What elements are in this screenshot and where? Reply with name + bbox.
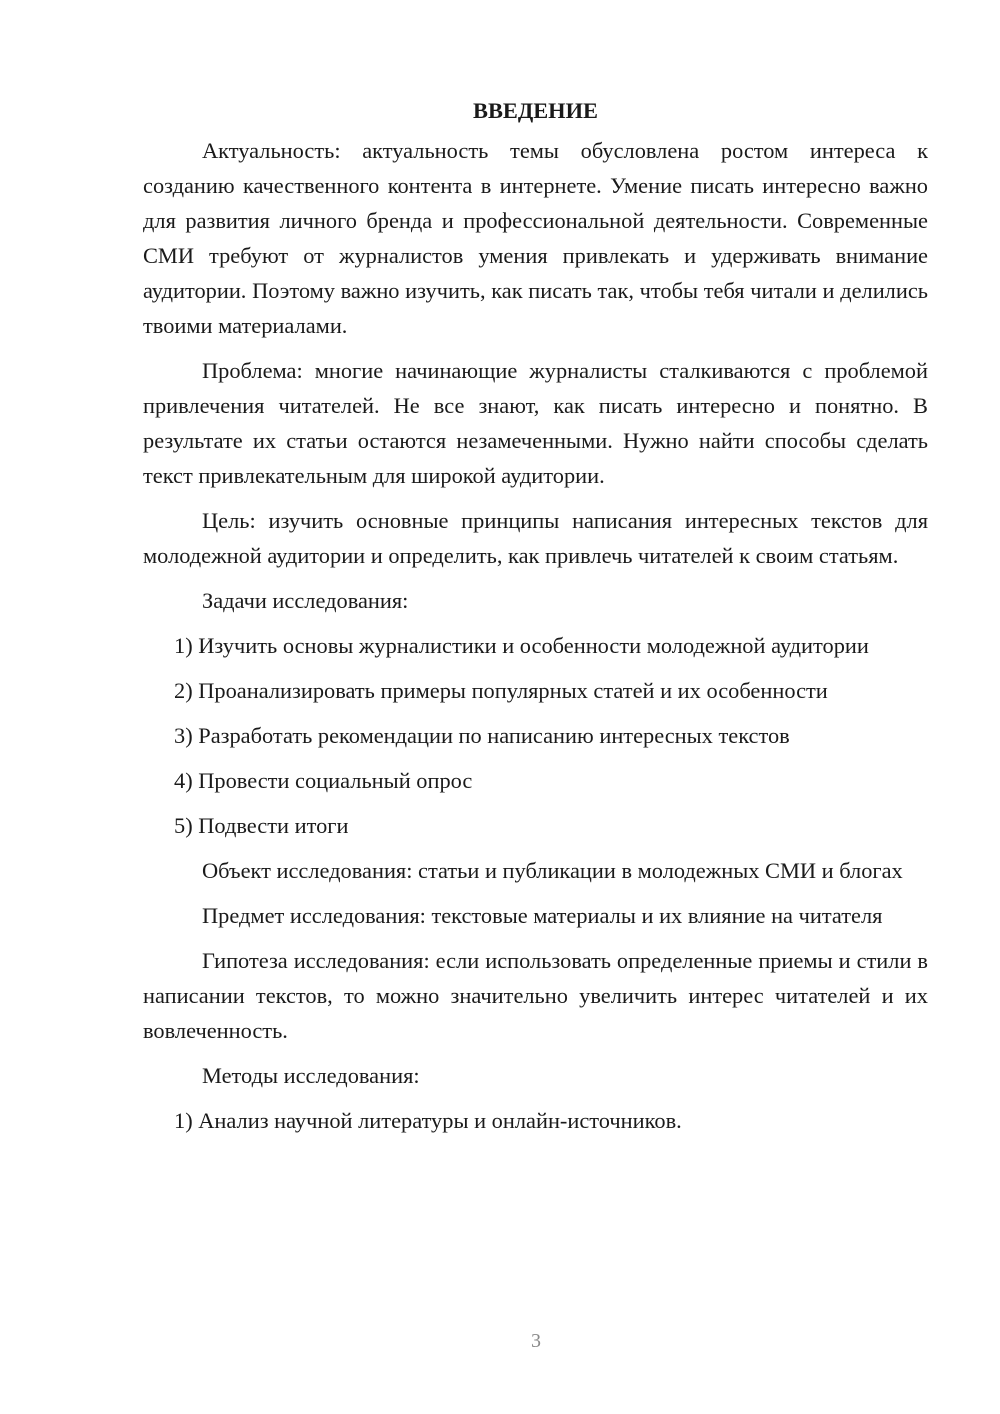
task-item: 1) Изучить основы журналистики и особенности молодежной аудитории [174,633,869,658]
hypothesis-paragraph: Гипотеза исследования: если использовать определенные приемы и стили в написании текстов, то можно значительно увеличить интерес читателей и их вовлеченность. [143,948,928,1043]
problem-paragraph: Проблема: многие начинающие журналисты сталкиваются с проблемой привлечения читателей. Не все знают, как писать интересно и понятно. В результате их статьи остаются незамеченными. Нужно найти способы сделать текст привлекательным для широкой аудитории. [143,358,928,488]
task-item: 2) Проанализировать примеры популярных статей и их особенности [174,678,828,703]
page-number: 3 [531,1330,541,1352]
task-item: 5) Подвести итоги [174,813,349,838]
tasks-heading: Задачи исследования: [202,588,409,613]
section-title: ВВЕДЕНИЕ [473,98,598,123]
subject-paragraph: Предмет исследования: текстовые материалы и их влияние на читателя [202,903,883,928]
goal-paragraph: Цель: изучить основные принципы написания интересных текстов для молодежной аудитории и определить, как привлечь читателей к своим статьям. [143,508,928,568]
document-body [143,93,928,1148]
methods-heading: Методы исследования: [202,1063,420,1088]
task-item: 3) Разработать рекомендации по написанию интересных текстов [174,723,790,748]
relevance-paragraph: Актуальность: актуальность темы обусловлена ростом интереса к созданию качественного контента в интернете. Умение писать интересно важно для развития личного бренда и профессиональной деятельности. Современные СМИ требуют от журналистов умения привлекать и удерживать внимание аудитории. Поэтому важно изучить, как писать так, чтобы тебя читали и делились твоими материалами. [143,138,928,338]
task-item: 4) Провести социальный опрос [174,768,473,793]
object-paragraph: Объект исследования: статьи и публикации в молодежных СМИ и блогах [202,858,903,883]
method-item: 1) Анализ научной литературы и онлайн-источников. [174,1108,682,1133]
